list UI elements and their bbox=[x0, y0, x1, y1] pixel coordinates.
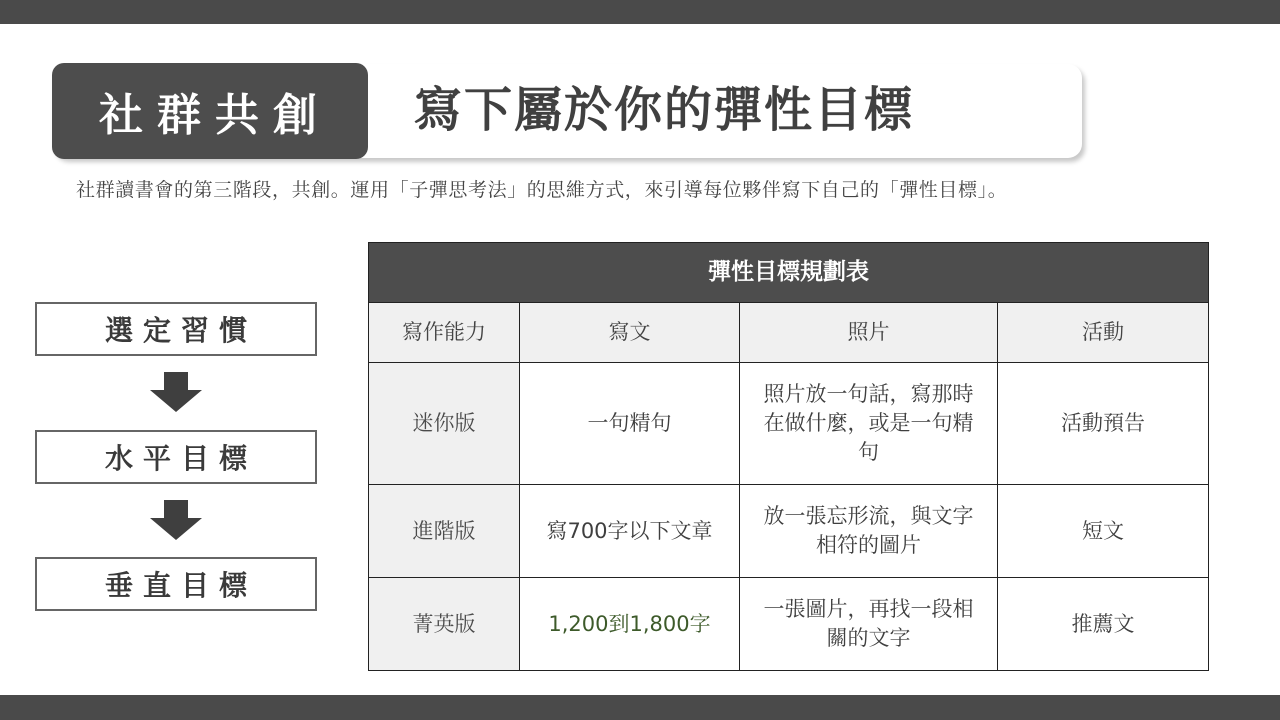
row-level: 迷你版 bbox=[369, 363, 520, 485]
table-header-row bbox=[369, 303, 1209, 363]
column-header: 照片 bbox=[740, 303, 998, 363]
down-arrow-icon bbox=[148, 500, 204, 540]
top-bar bbox=[0, 0, 1280, 24]
cell-activity: 活動預告 bbox=[998, 363, 1209, 485]
column-header: 寫作能力 bbox=[369, 303, 520, 363]
column-header: 寫文 bbox=[520, 303, 740, 363]
flow-step-horizontal-goal: 水平目標 bbox=[35, 430, 317, 484]
row-level: 進階版 bbox=[369, 485, 520, 578]
row-level: 菁英版 bbox=[369, 578, 520, 671]
cell-photo: 放一張忘形流，與文字相符的圖片 bbox=[740, 485, 998, 578]
cell-photo: 照片放一句話，寫那時在做什麼，或是一句精句 bbox=[740, 363, 998, 485]
bottom-bar bbox=[0, 695, 1280, 720]
table-caption: 彈性目標規劃表 bbox=[369, 243, 1209, 303]
table-row bbox=[369, 363, 1209, 485]
cell-activity: 短文 bbox=[998, 485, 1209, 578]
page-title: 寫下屬於你的彈性目標 bbox=[414, 82, 915, 138]
table-row bbox=[369, 485, 1209, 578]
cell-photo: 一張圖片，再找一段相關的文字 bbox=[740, 578, 998, 671]
goal-planning-table bbox=[368, 242, 1209, 671]
flow-step-choose-habit: 選定習慣 bbox=[35, 302, 317, 356]
down-arrow-icon bbox=[148, 372, 204, 412]
cell-writing: 一句精句 bbox=[520, 363, 740, 485]
flow-step-vertical-goal: 垂直目標 bbox=[35, 557, 317, 611]
cell-activity: 推薦文 bbox=[998, 578, 1209, 671]
table-row bbox=[369, 578, 1209, 671]
section-tag: 社群共創 bbox=[52, 63, 368, 159]
cell-writing: 1,200到1,800字 bbox=[520, 578, 740, 671]
column-header: 活動 bbox=[998, 303, 1209, 363]
cell-writing: 寫700字以下文章 bbox=[520, 485, 740, 578]
subtitle: 社群讀書會的第三階段，共創。運用「子彈思考法」的思維方式，來引導每位夥伴寫下自己的「彈性目標」。 bbox=[76, 179, 1008, 201]
